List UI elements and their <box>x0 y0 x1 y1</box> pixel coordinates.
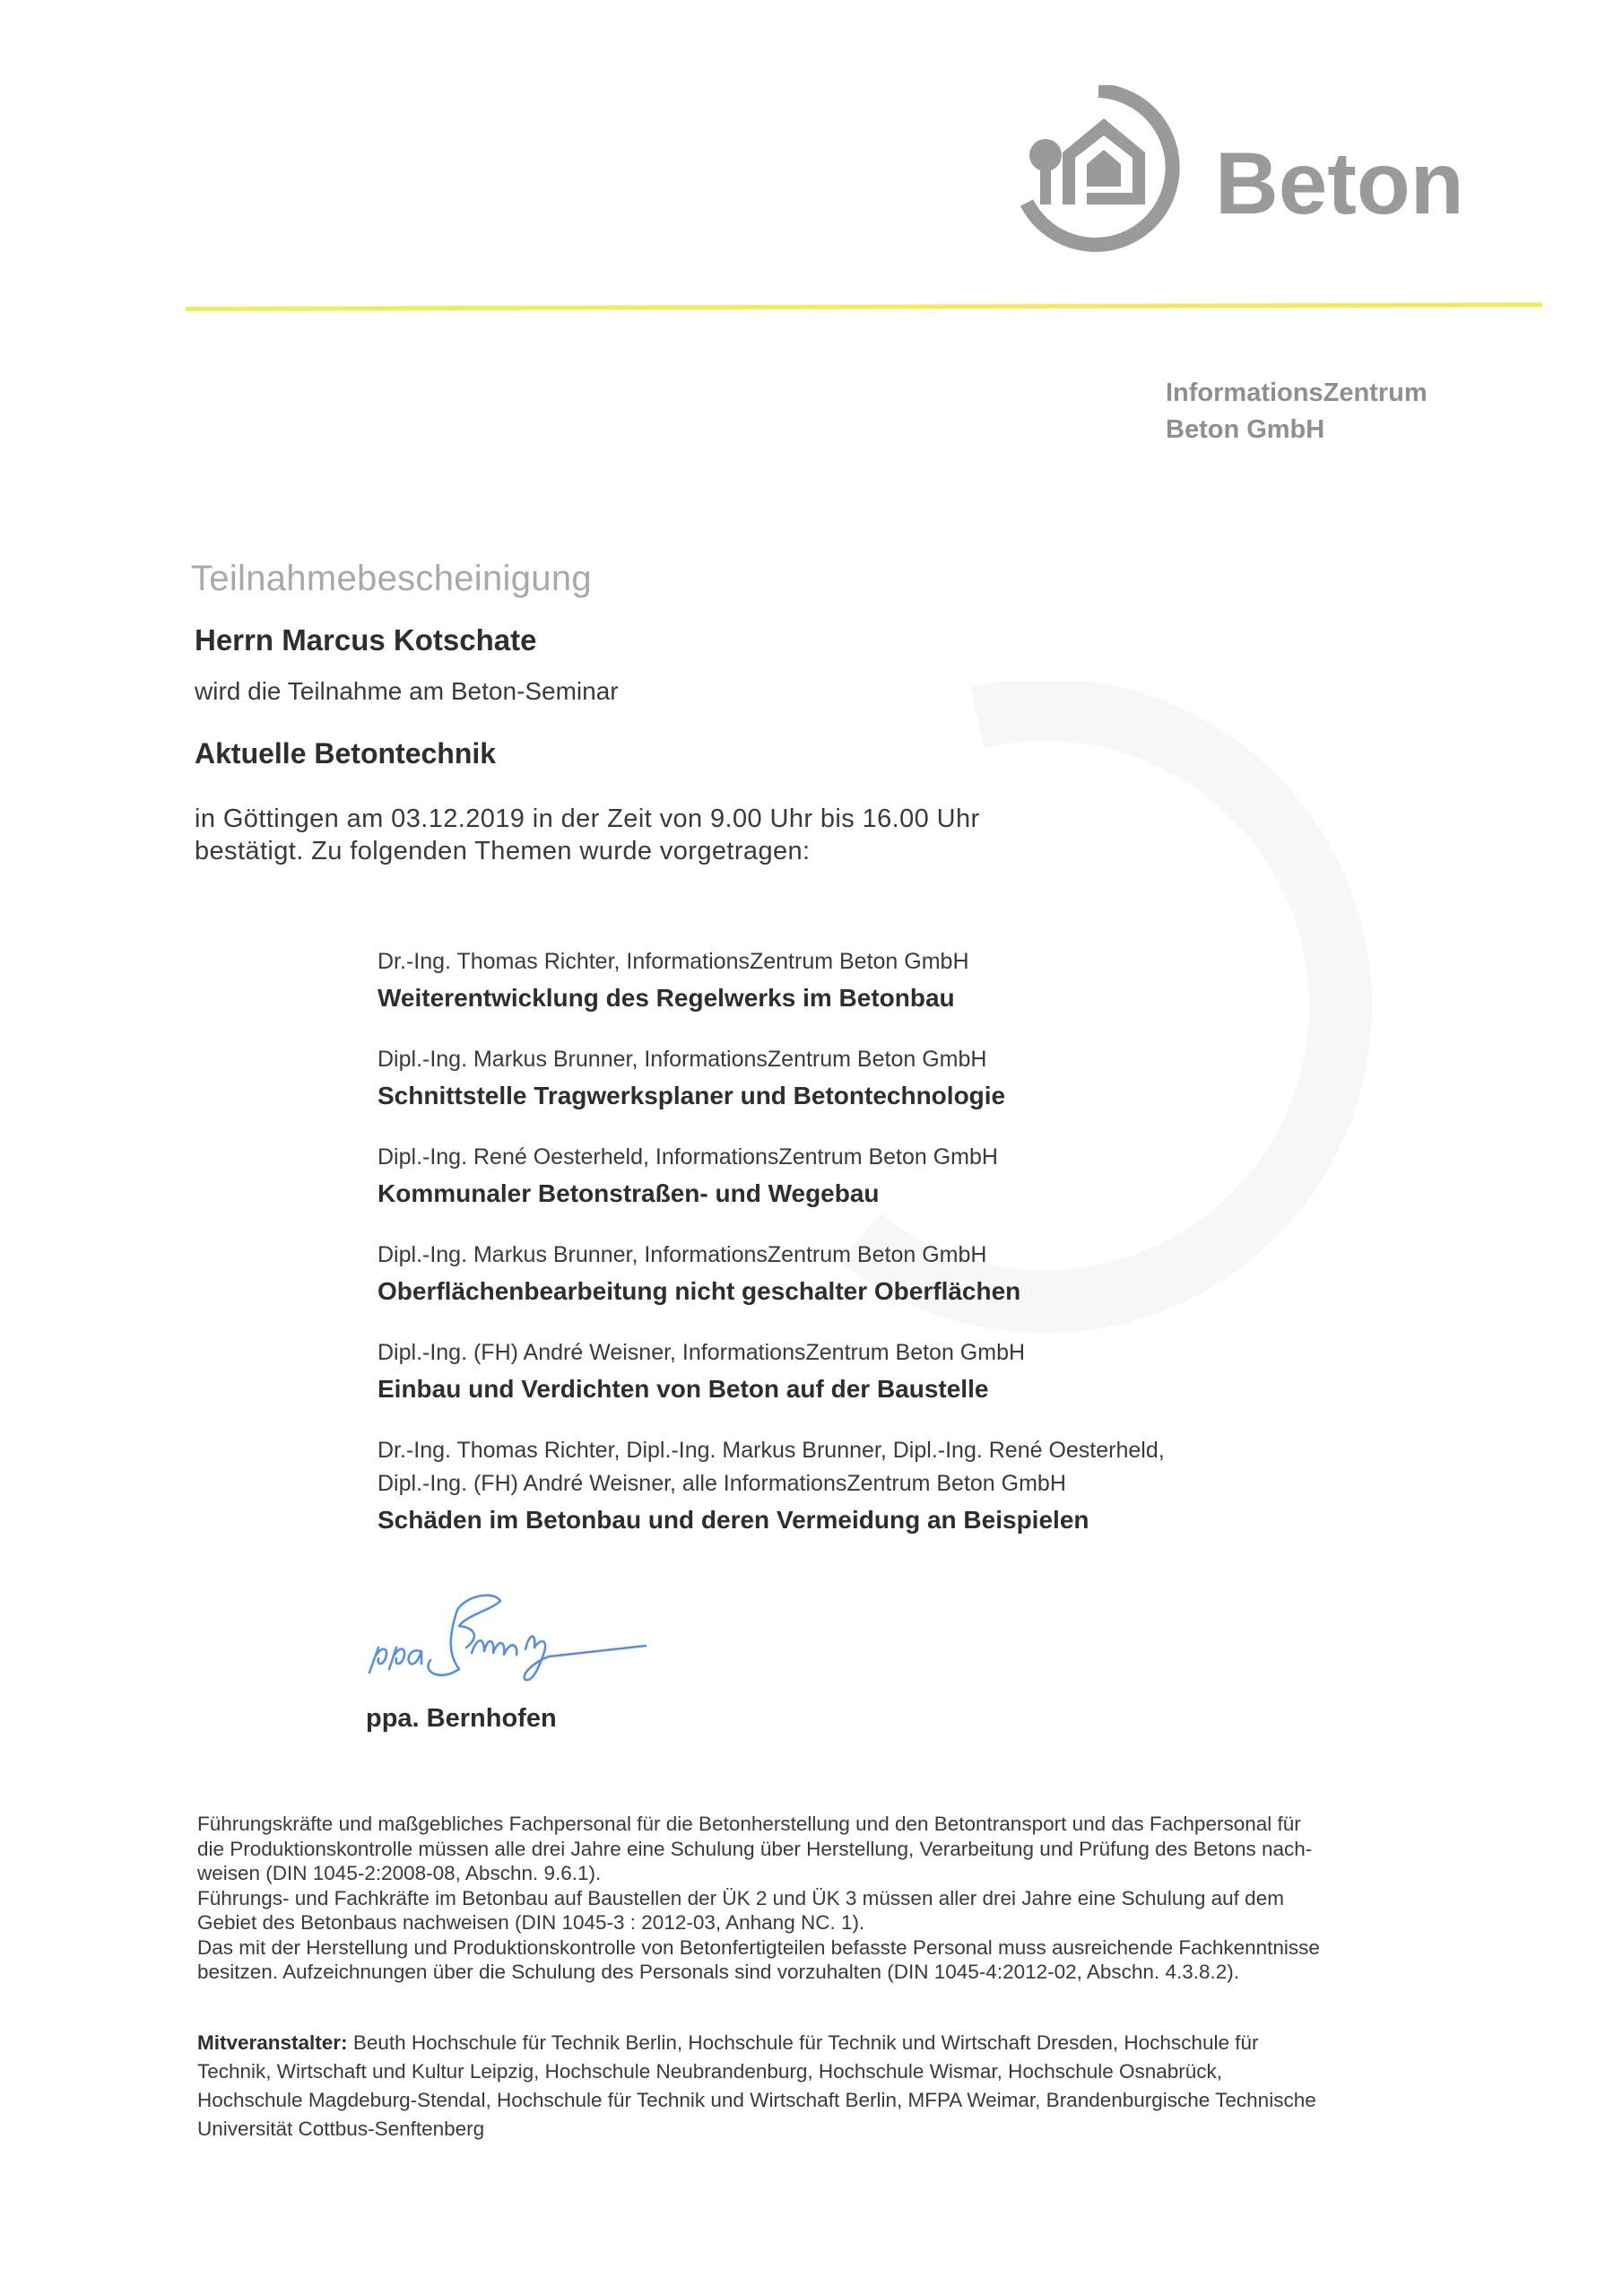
note-line: besitzen. Aufzeichnungen über die Schulung des Personals sind vorzuhalten (DIN 1045-4:2012-02, Abschn. 4.3.8.2). <box>197 1961 1240 1983</box>
seminar-title: Aktuelle Betontechnik <box>195 737 497 770</box>
co-organizers-line: Hochschule Magdeburg-Stendal, Hochschule für Technik und Wirtschaft Berlin, MFPA Weimar, Brandenburgische Technische <box>197 2089 1316 2111</box>
topic-item <box>378 1043 1364 1113</box>
logo-wordmark: Beton <box>1215 134 1464 232</box>
topic-subject: Kommunaler Betonstraßen- und Wegebau <box>378 1179 880 1207</box>
topic-subject: Weiterentwicklung des Regelwerks im Betonbau <box>378 984 955 1012</box>
beton-logo-mark-icon <box>1013 85 1480 256</box>
topic-speaker: Dipl.-Ing. Markus Brunner, InformationsZentrum Beton GmbH <box>378 1242 987 1267</box>
organization-line-2: Beton GmbH <box>1166 415 1325 444</box>
topic-item <box>378 1434 1364 1537</box>
topic-speaker: Dr.-Ing. Thomas Richter, Dipl.-Ing. Markus Brunner, Dipl.-Ing. René Oesterheld, <box>378 1438 1165 1463</box>
note-line: Führungskräfte und maßgebliches Fachpersonal für die Betonherstellung und den Betontransport und das Fachpersonal für <box>197 1813 1301 1835</box>
header-rule <box>186 302 1542 311</box>
topic-speaker: Dipl.-Ing. (FH) André Weisner, InformationsZentrum Beton GmbH <box>378 1340 1026 1365</box>
co-organizers-label: Mitveranstalter: <box>197 2031 348 2054</box>
topic-item <box>378 1336 1364 1406</box>
co-organizers-text: Beuth Hochschule für Technik Berlin, Hochschule für Technik und Wirtschaft Dresden, Hochschule für <box>347 2031 1259 2054</box>
topic-subject: Schäden im Betonbau und deren Vermeidung an Beispielen <box>378 1506 1089 1534</box>
topic-speaker: Dipl.-Ing. Markus Brunner, InformationsZentrum Beton GmbH <box>378 1047 987 1072</box>
topic-speaker: Dipl.-Ing. René Oesterheld, InformationsZentrum Beton GmbH <box>378 1144 998 1170</box>
logo-house-inner <box>1087 150 1121 187</box>
topic-speaker: Dipl.-Ing. (FH) André Weisner, alle InformationsZentrum Beton GmbH <box>378 1471 1066 1496</box>
topic-item <box>378 1141 1364 1211</box>
seminar-details <box>195 803 1181 867</box>
co-organizers-line: Universität Cottbus-Senftenberg <box>197 2118 485 2140</box>
training-notes <box>197 1812 1462 1985</box>
beton-logo <box>1013 85 1480 256</box>
topic-subject: Schnittstelle Tragwerksplaner und Betontechnologie <box>378 1082 1006 1109</box>
topic-item <box>378 945 1364 1015</box>
document-title: Teilnahmebescheinigung <box>191 559 592 598</box>
topic-item <box>378 1239 1364 1309</box>
topic-subject: Oberflächenbearbeitung nicht geschalter Oberflächen <box>378 1277 1021 1305</box>
co-organizers-line <box>197 2029 1462 2057</box>
seminar-date-line: in Göttingen am 03.12.2019 in der Zeit von 9.00 Uhr bis 16.00 Uhr <box>195 804 980 833</box>
co-organizers-line: Technik, Wirtschaft und Kultur Leipzig, Hochschule Neubrandenburg, Hochschule Wismar, Hochschule Osnabrück, <box>197 2060 1223 2083</box>
co-organizers <box>197 2029 1462 2144</box>
topic-list <box>378 945 1364 1565</box>
note-line: Das mit der Herstellung und Produktionskontrolle von Betonfertigteilen befasste Personal muss ausreichende Fachkenntnisse <box>197 1935 1320 1959</box>
signer-name: ppa. Bernhofen <box>366 1704 557 1733</box>
note-line: weisen (DIN 1045-2:2008-08, Abschn. 9.6.1). <box>197 1862 602 1884</box>
handwritten-signature <box>359 1583 699 1700</box>
organization-name <box>1166 375 1428 448</box>
logo-key-stem <box>1040 164 1051 204</box>
note-line: Führungs- und Fachkräfte im Betonbau auf Baustellen der ÜK 2 und ÜK 3 müssen aller drei Jahre eine Schulung auf dem <box>197 1886 1284 1909</box>
note-line: Gebiet des Betonbaus nachweisen (DIN 1045-3 : 2012-03, Anhang NC. 1). <box>197 1911 865 1934</box>
topic-subject: Einbau und Verdichten von Beton auf der Baustelle <box>378 1375 989 1403</box>
intro-text: wird die Teilnahme am Beton-Seminar <box>195 677 619 705</box>
seminar-confirmation-line: bestätigt. Zu folgenden Themen wurde vorgetragen: <box>195 837 811 865</box>
note-line: die Produktionskontrolle müssen alle drei Jahre eine Schulung über Herstellung, Verarbeitung und Prüfung des Betons nach- <box>197 1837 1313 1860</box>
organization-line-1: InformationsZentrum <box>1166 378 1428 407</box>
recipient-name: Herrn Marcus Kotschate <box>195 623 537 657</box>
topic-speaker: Dr.-Ing. Thomas Richter, InformationsZentrum Beton GmbH <box>378 949 969 974</box>
